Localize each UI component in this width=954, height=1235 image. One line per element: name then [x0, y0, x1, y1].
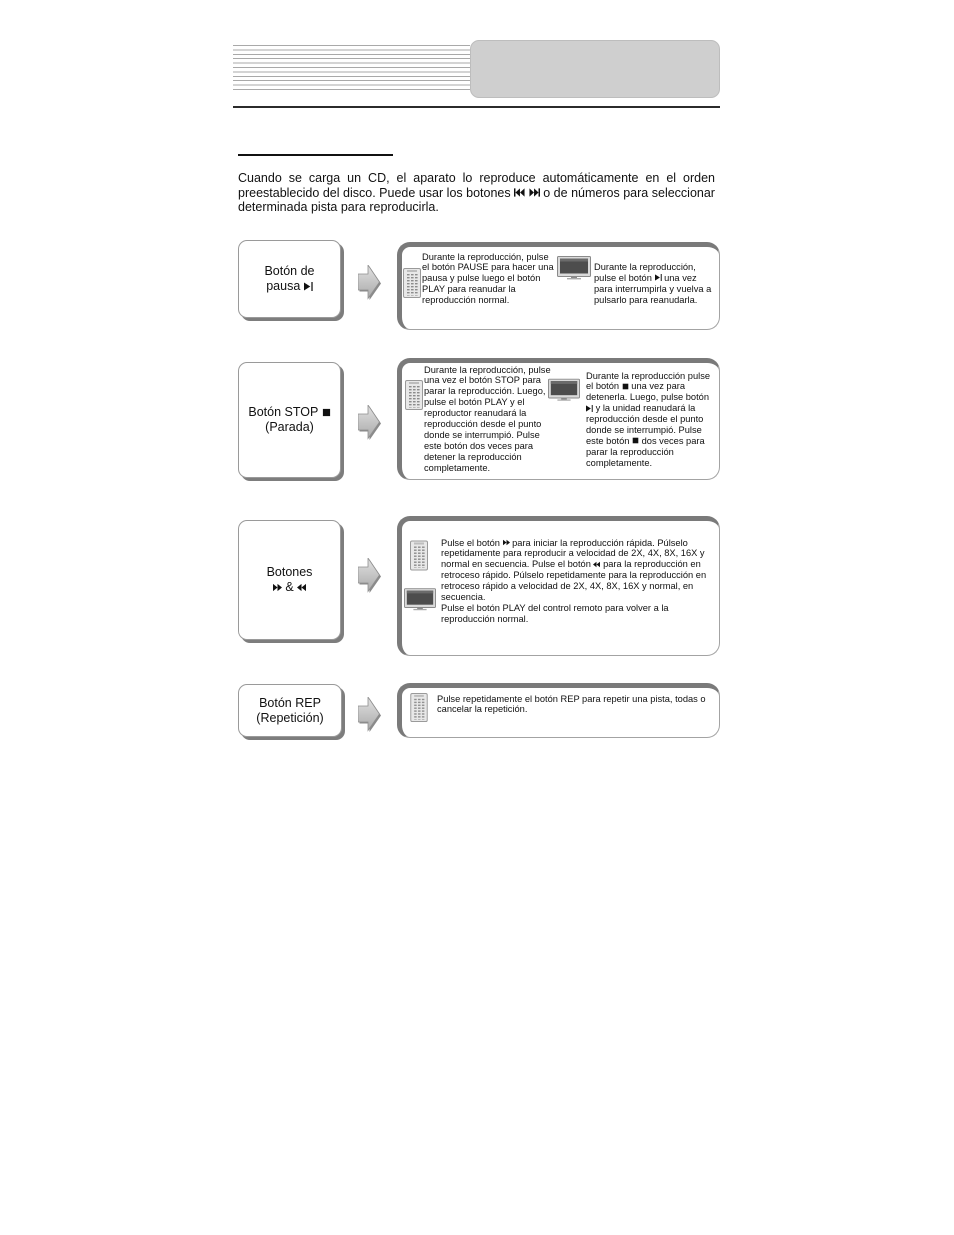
- pause-label-line1: Botón de: [264, 264, 315, 278]
- rep-label-line2: (Repetición): [256, 710, 324, 725]
- right-arrow-icon: [358, 405, 381, 440]
- play-pause-icon: [655, 273, 662, 283]
- ff-rew-label-line1: Botones: [266, 565, 313, 579]
- skip-back-icon: [514, 186, 525, 200]
- fast-forward-icon: [503, 538, 510, 548]
- stop-remote-text: Durante la reproducción, pulse una vez el botón STOP para parar la reproducción. Luego, pulse el botón PLAY y el reproductor reanudará la reproducción desde el punto donde se interrumpió. Pulse este botón dos veces para detener la reproducción completamente.: [424, 364, 551, 473]
- stop-label-word: Botón STOP: [248, 405, 319, 419]
- remote-control-icon: [403, 268, 421, 298]
- remote-control-icon: [405, 380, 423, 410]
- ff-rew-label-amp: &: [285, 580, 294, 594]
- pause-player-text-1: Durante la reproducción, pulse el botón: [594, 262, 696, 283]
- rep-label-line1: Botón REP: [259, 695, 321, 710]
- stop-icon: [622, 381, 629, 391]
- stop-label-line2: (Parada): [265, 420, 314, 434]
- ff-rew-label-line2: [273, 580, 306, 595]
- ff-rew-text-4: Pulse el botón PLAY del control remoto para volver a la reproducción normal.: [441, 602, 669, 624]
- portable-player-icon: [557, 256, 591, 280]
- ff-rew-text-2: para iniciar la reproducción rápida. Púlselo repetidamente para reproducir a velocidad de 2X, 4X, 8X, 16X y normal en secuencia. Pulse el botón: [441, 537, 705, 570]
- intro-text-end: o de números para seleccionar determinada pista para reproducirla.: [238, 185, 715, 215]
- skip-forward-icon: [529, 186, 540, 200]
- stop-player-text-3: y la unidad reanudará la reproducción desde el punto donde se interrumpió. Pulse este botón: [586, 403, 704, 446]
- stop-button-label-box: [238, 362, 341, 478]
- stop-player-text: [586, 371, 714, 469]
- portable-player-icon: [548, 378, 580, 402]
- ff-rew-text-3: para la reproducción en retroceso rápido. Púlselo repetidamente para la reproducción en retroceso rápido a velocidad de 2X, 4X, 8X, 16X y normal, en secuencia.: [441, 559, 707, 603]
- ff-rew-button-label-box: [238, 520, 341, 640]
- intro-paragraph: [238, 171, 715, 215]
- remote-control-icon: [410, 540, 428, 571]
- right-arrow-icon: [358, 697, 381, 732]
- pause-player-text-2: una vez para interrumpirla y vuelva a pulsarlo para reanudarla.: [594, 272, 712, 305]
- pause-label-line2: [266, 279, 313, 294]
- play-pause-icon: [304, 279, 313, 293]
- header-rule: [233, 106, 720, 108]
- right-arrow-icon: [358, 558, 381, 593]
- stop-label-line1: [248, 405, 330, 420]
- rewind-icon: [593, 559, 600, 569]
- stop-icon: [632, 436, 639, 446]
- stop-player-text-4: dos veces para parar la reproducción completamente.: [586, 435, 705, 468]
- stop-icon: [322, 405, 331, 419]
- pause-button-label-box: [238, 240, 341, 318]
- right-arrow-icon: [358, 265, 381, 300]
- header-title-box: [470, 40, 720, 98]
- portable-player-icon: [404, 588, 436, 611]
- rewind-icon: [297, 580, 306, 594]
- rep-text: Pulse repetidamente el botón REP para repetir una pista, todas o cancelar la repetición.: [437, 693, 706, 715]
- ff-rew-text-1: Pulse el botón: [441, 537, 500, 548]
- pause-remote-text: Durante la reproducción, pulse el botón PAUSE para hacer una pausa y pulse luego el botón PLAY para reanudar la reproducción normal.: [422, 251, 554, 306]
- rep-button-label-box: [238, 684, 342, 737]
- header-stripes: [233, 45, 470, 93]
- section-heading-underline: [238, 154, 393, 156]
- remote-control-icon: [410, 693, 428, 722]
- play-pause-icon: [586, 403, 593, 413]
- pause-player-text: [594, 262, 714, 306]
- pause-label-word: pausa: [266, 279, 301, 293]
- stop-player-text-1: Durante la reproducción pulse el botón: [586, 370, 711, 392]
- stop-player-text-2: una vez para detenerla. Luego, pulse botón: [586, 381, 710, 403]
- fast-forward-icon: [273, 580, 282, 594]
- ff-rew-text-main: [441, 538, 709, 603]
- ff-rew-text: [441, 538, 709, 625]
- intro-text-start: Cuando se carga un CD, el aparato lo reproduce automáticamente en el orden preestablecido del disco. Puede usar los botones: [238, 171, 715, 200]
